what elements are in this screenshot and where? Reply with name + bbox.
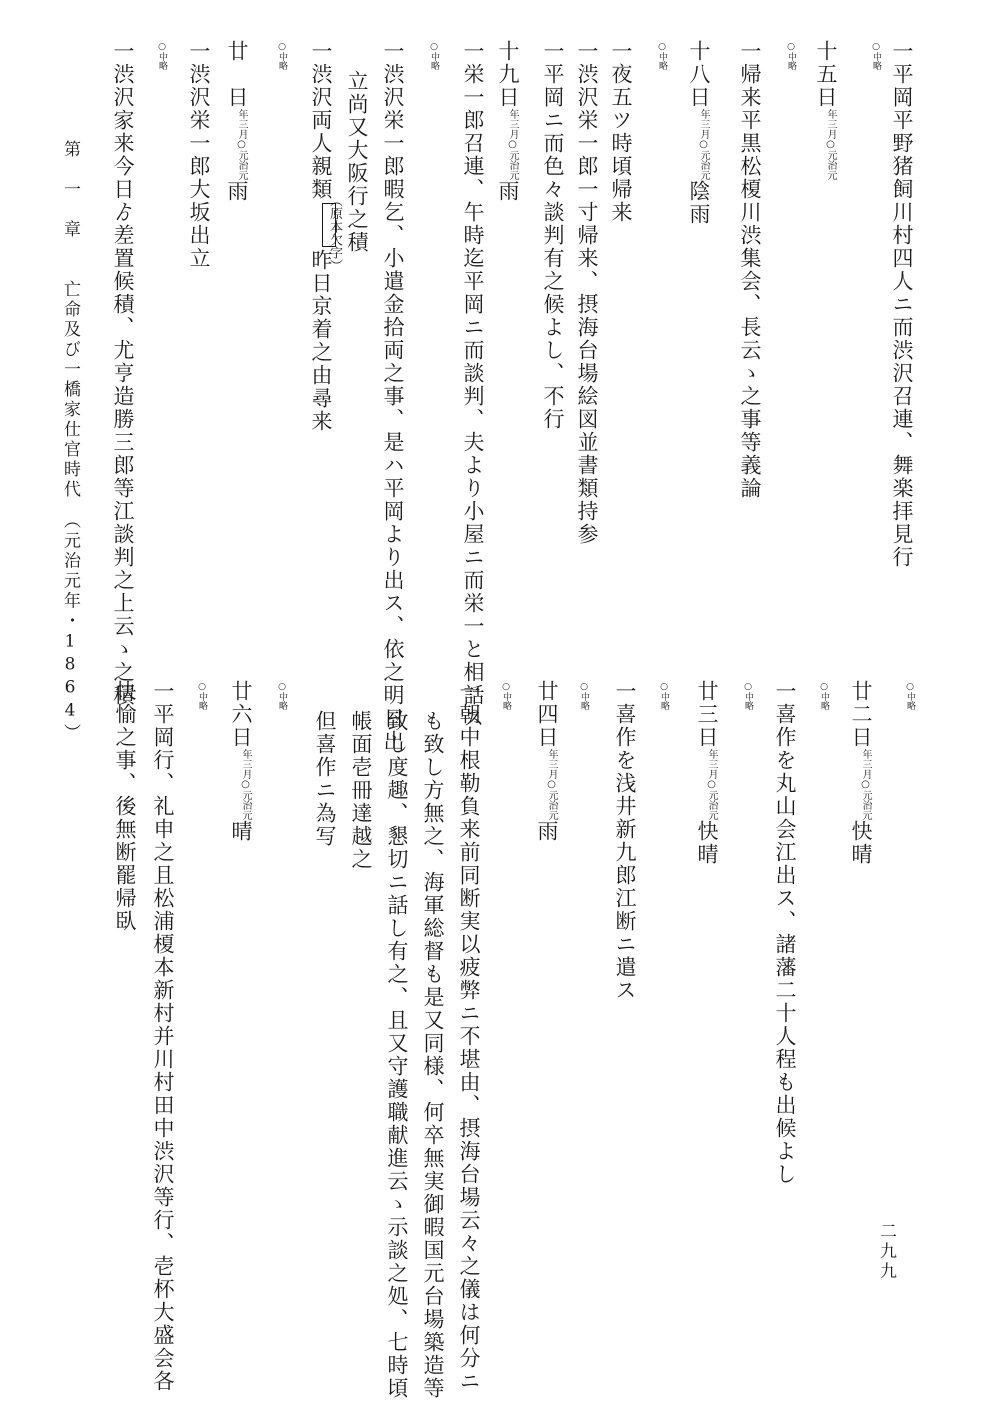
diary-line: 一平岡平野猪飼川村四人ニ而渋沢召連、舞楽拝見行 (890, 40, 914, 569)
date-heading (532, 680, 562, 843)
day-label: 廿六日 (229, 680, 253, 749)
day-label: 廿 日 (225, 40, 249, 109)
diary-line: 一喜作を浅井新九郎江断ニ遣ス (613, 680, 637, 1002)
omission-mark: ○中略 (277, 682, 287, 710)
weather: 快晴 (695, 820, 719, 866)
omission-mark: ○中略 (786, 42, 796, 70)
diary-line: 一帰来平黒松榎川渋集会、長云ゝ之事等義論 (738, 40, 762, 500)
omission-mark: ○中略 (871, 42, 881, 70)
weather: 雨 (225, 180, 249, 203)
diary-line: 一朝中根勒負来前同断実以疲弊ニ不堪由、摂海台場云々之儀は何分ニ (457, 680, 481, 1393)
era-note: ○元治元 年三月 (706, 749, 717, 820)
weather: 雨 (535, 820, 559, 843)
omission-mark: ○中略 (905, 682, 915, 710)
date-heading (811, 40, 841, 180)
day-label: 廿二日 (849, 680, 873, 749)
diary-line: 一渋沢栄一郎暇乞、小遣金拾両之事、是ハ平岡より出ス、依之明日出 (381, 40, 405, 753)
date-heading (226, 680, 256, 843)
weather: 雨 (496, 180, 520, 203)
omission-mark: ○中略 (579, 682, 589, 710)
omission-mark: ○中略 (277, 42, 287, 70)
diary-line: 帳面壱冊達越之 (349, 710, 373, 871)
diary-line: 一渋沢家来今日ゟ差置候積、尤亨造勝三郎等江談判之上云ゝ之積 (111, 40, 135, 707)
era-note: ○元治元 年三月 (698, 109, 709, 180)
omission-mark: ○中略 (743, 682, 753, 710)
lacuna-note: （原本欠字） (327, 194, 342, 272)
diary-line: も致し方無之、海軍総督も是又同様、何卒無実御暇国元台場築造等 (421, 710, 445, 1400)
running-head: 第 一 章 亡命及び一橋家仕官時代 （元治元年・1864） (60, 140, 80, 744)
diary-line: 一渋沢栄一郎大坂出立 (187, 40, 211, 270)
diary-line: 一平岡ニ而色々談判有之候よし、不行 (541, 40, 565, 431)
diary-line: 一夜五ツ時頃帰来 (609, 40, 633, 224)
diary-line: 一渋沢両人親類昨日京着之由尋来 (306, 40, 336, 433)
omission-mark: ○中略 (157, 42, 167, 70)
day-label: 十五日 (814, 40, 838, 109)
diary-line: 但喜作ニ為写 (313, 710, 337, 848)
diary-line: 一渋沢栄一郎一寸帰来、摂海台場絵図並書類持参 (575, 40, 599, 546)
weather: 快晴 (849, 820, 873, 866)
date-heading (684, 40, 714, 226)
day-label: 十九日 (496, 40, 520, 109)
omission-mark: ○中略 (659, 682, 669, 710)
diary-line: 立尚又大阪行之積 (345, 70, 369, 254)
omission-mark: ○中略 (501, 682, 511, 710)
day-label: 廿三日 (695, 680, 719, 749)
page-number: 二九九 (876, 1222, 896, 1282)
date-heading (692, 680, 722, 866)
date-heading (846, 680, 876, 866)
diary-line: 一喜作を丸山会江出ス、諸藩二十人程も出候よし (773, 680, 797, 1186)
era-note: ○元治元 年三月 (507, 109, 518, 180)
diary-line: 快愉之事、後無断罷帰臥 (113, 680, 137, 933)
omission-mark: ○中略 (429, 42, 439, 70)
omission-mark: ○中略 (657, 42, 667, 70)
era-note: ○元治元 年三月 (236, 109, 247, 180)
date-heading (493, 40, 523, 203)
omission-mark: ○中略 (819, 682, 829, 710)
diary-line: 一栄一郎召連、午時迄平岡ニ而談判、夫より小屋ニ而栄一と相話ス (461, 40, 485, 730)
era-note: ○元治元 年三月 (546, 749, 557, 820)
era-note: ○元治元 年三月 (825, 109, 836, 180)
weather: 晴 (229, 820, 253, 843)
diary-line: 一平岡行、礼申之且松浦榎本新村并川村田中渋沢等行、壱杯大盛会各 (151, 680, 175, 1393)
era-note: ○元治元 年三月 (860, 749, 871, 820)
date-heading (222, 40, 252, 203)
omission-mark: ○中略 (197, 682, 207, 710)
diary-line: 致し度趣、懇切ニ話し有之、且又守護職献進云ゝ示談之処、七時頃 (385, 710, 409, 1400)
era-note: ○元治元 年三月 (240, 749, 251, 820)
day-label: 廿四日 (535, 680, 559, 749)
weather: 陰雨 (687, 180, 711, 226)
day-label: 十八日 (687, 40, 711, 109)
